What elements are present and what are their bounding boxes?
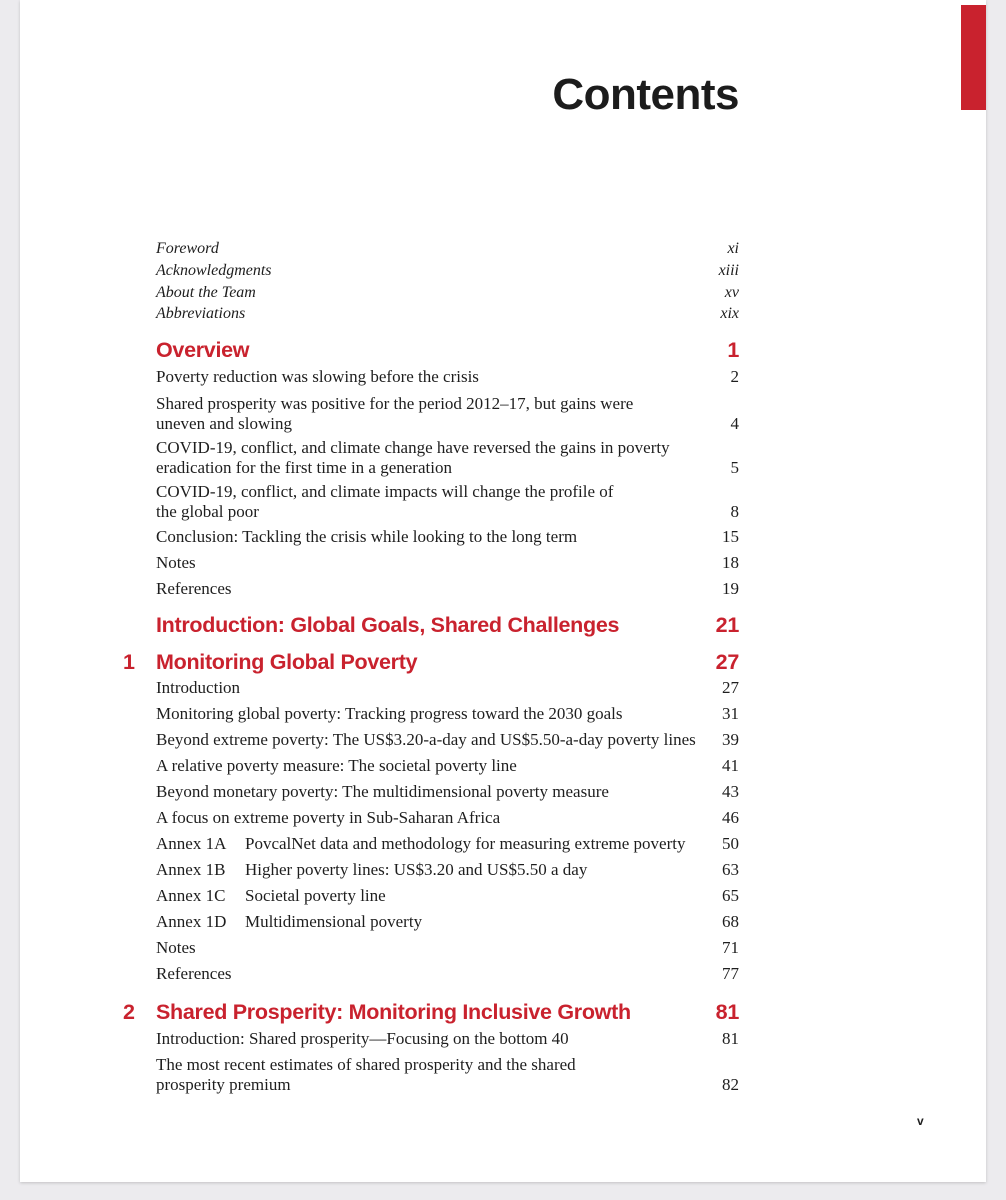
toc-entry-page: 82 (722, 1074, 739, 1094)
toc-entry-label-line1: Shared prosperity was positive for the period 2012–17, but gains were (156, 394, 634, 413)
toc-entry-label (156, 860, 739, 880)
toc-entry-label: Poverty reduction was slowing before the crisis (156, 367, 479, 386)
toc-entry-label (156, 912, 739, 932)
toc-entry-page: 81 (722, 1029, 739, 1048)
toc-heading-chapter-1[interactable] (123, 650, 739, 674)
annex-title: Higher poverty lines: US$3.20 and US$5.50 a day (245, 860, 588, 879)
annex-number: Annex 1D (156, 912, 227, 931)
toc-entry-page: 5 (730, 457, 739, 477)
toc-heading-label: Shared Prosperity: Monitoring Inclusive Growth (156, 1000, 631, 1024)
toc-entry-about-the-team[interactable] (156, 283, 739, 303)
toc-entry-page: xix (720, 305, 739, 322)
toc-entry[interactable] (156, 964, 739, 984)
toc-entry[interactable] (156, 730, 739, 750)
toc-entry-label-line1: COVID-19, conflict, and climate impacts will change the profile of (156, 482, 614, 501)
toc-entry-page: 8 (730, 501, 739, 521)
toc-entry-page: 2 (730, 367, 739, 386)
toc-entry-label: Introduction: Shared prosperity—Focusing on the bottom 40 (156, 1029, 569, 1048)
toc-entry-page: 63 (722, 860, 739, 879)
toc-entry-page: 27 (722, 678, 739, 697)
chapter-number: 2 (123, 1000, 135, 1024)
toc-heading-overview[interactable] (156, 338, 739, 362)
toc-entry-page: xi (727, 240, 739, 257)
toc-entry[interactable] (156, 527, 739, 547)
toc-entry-label: References (156, 579, 232, 598)
toc-entry-label: Beyond extreme poverty: The US$3.20-a-day and US$5.50-a-day poverty lines (156, 730, 696, 749)
toc-entry-acknowledgments[interactable] (156, 261, 739, 281)
page-title: Contents (552, 70, 739, 119)
toc-entry-page: 46 (722, 808, 739, 827)
toc-heading-page: 81 (715, 1000, 739, 1024)
toc-heading-label: Overview (156, 338, 250, 362)
toc-entry[interactable] (156, 553, 739, 573)
toc-heading-introduction[interactable] (156, 613, 739, 637)
toc-entry-page: 43 (722, 782, 739, 801)
toc-entry-label: Introduction (156, 678, 241, 697)
toc-entry-page: 41 (722, 756, 739, 775)
toc-entry-label-line1: The most recent estimates of shared prosperity and the shared (156, 1055, 576, 1074)
toc-entry-page: 77 (722, 964, 739, 983)
toc-entry-label: Notes (156, 938, 196, 957)
toc-entry[interactable] (156, 579, 739, 599)
page-folio: v (917, 1114, 924, 1128)
annex-number: Annex 1B (156, 860, 226, 879)
section-color-tab (961, 5, 986, 110)
toc-entry-page: 39 (722, 730, 739, 749)
toc-heading-chapter-2[interactable] (123, 1000, 739, 1024)
toc-entry-page: 19 (722, 579, 739, 598)
chapter-number: 1 (123, 650, 135, 674)
toc-entry[interactable] (156, 438, 739, 477)
toc-entry[interactable] (156, 938, 739, 958)
toc-entry-annex[interactable] (156, 886, 739, 906)
toc-entry-page: 31 (722, 704, 739, 723)
toc-entry[interactable] (156, 704, 739, 724)
toc-entry-label (156, 834, 739, 854)
toc-entry-page: 18 (722, 553, 739, 572)
toc-entry-page: 68 (722, 912, 739, 931)
toc-entry[interactable] (156, 808, 739, 828)
toc-heading-page: 21 (715, 613, 739, 637)
toc-entry-page: 4 (730, 413, 739, 433)
toc-entry[interactable] (156, 482, 739, 521)
toc-entry-page: 71 (722, 938, 739, 957)
toc-entry-label (156, 886, 739, 906)
toc-entry-label: Foreword (156, 240, 219, 257)
toc-entry-annex[interactable] (156, 912, 739, 932)
toc-entry-abbreviations[interactable] (156, 304, 739, 324)
toc-entry-page: 15 (722, 527, 739, 546)
toc-entry-label: References (156, 964, 232, 983)
toc-entry-label: About the Team (156, 284, 256, 301)
toc-entry[interactable] (156, 367, 739, 387)
toc-heading-label: Monitoring Global Poverty (156, 650, 418, 674)
toc-entry-label: Conclusion: Tackling the crisis while looking to the long term (156, 527, 578, 546)
toc-entry-foreword[interactable] (156, 239, 739, 259)
toc-entry[interactable] (156, 756, 739, 776)
toc-entry-label-line2: the global poor (156, 501, 259, 521)
toc-heading-page: 1 (727, 338, 739, 362)
toc-entry-page: xv (724, 284, 739, 301)
toc-entry[interactable] (156, 782, 739, 802)
toc-entry-label: Monitoring global poverty: Tracking progress toward the 2030 goals (156, 704, 623, 723)
toc-entry-label: A focus on extreme poverty in Sub-Saharan Africa (156, 808, 501, 827)
toc-entry-page: 50 (722, 834, 739, 853)
toc-entry-label: Acknowledgments (156, 262, 272, 279)
toc-entry[interactable] (156, 394, 739, 433)
toc-entry-label-line2: uneven and slowing (156, 413, 292, 433)
annex-number: Annex 1A (156, 834, 227, 853)
toc-entry-label-line2: prosperity premium (156, 1074, 291, 1094)
toc-entry-annex[interactable] (156, 834, 739, 854)
toc-heading-label: Introduction: Global Goals, Shared Challenges (156, 613, 620, 637)
toc-entry[interactable] (156, 678, 739, 698)
toc-entry-label: Beyond monetary poverty: The multidimensional poverty measure (156, 782, 609, 801)
toc-entry-page: 65 (722, 886, 739, 905)
toc-entry[interactable] (156, 1029, 739, 1049)
annex-title: Societal poverty line (245, 886, 386, 905)
toc-heading-page: 27 (715, 650, 739, 674)
toc-entry-label: Notes (156, 553, 196, 572)
toc-entry-annex[interactable] (156, 860, 739, 880)
toc-entry[interactable] (156, 1055, 739, 1094)
toc-entry-label: Abbreviations (156, 305, 246, 322)
annex-number: Annex 1C (156, 886, 226, 905)
toc-entry-label-line2: eradication for the first time in a generation (156, 457, 452, 477)
toc-entry-label-line1: COVID-19, conflict, and climate change have reversed the gains in poverty (156, 438, 670, 457)
annex-title: PovcalNet data and methodology for measuring extreme poverty (245, 834, 686, 853)
toc-entry-page: xiii (718, 262, 739, 279)
document-page (20, 0, 986, 1182)
annex-title: Multidimensional poverty (245, 912, 423, 931)
toc-entry-label: A relative poverty measure: The societal poverty line (156, 756, 517, 775)
